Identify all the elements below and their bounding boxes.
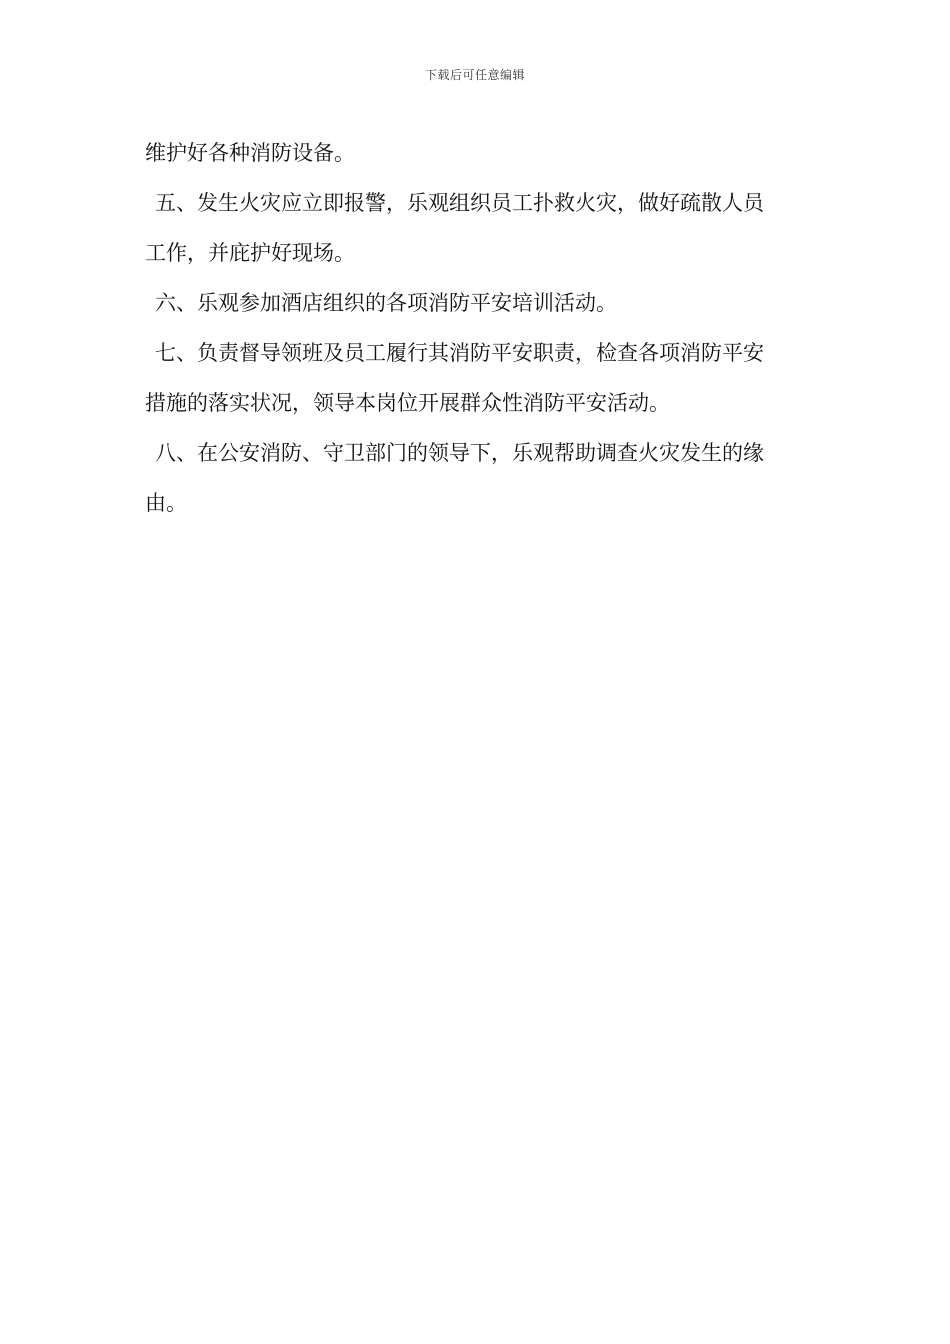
page-header: 下载后可任意编辑 <box>424 68 525 82</box>
paragraph-line: 八、在公安消防、守卫部门的领导下，乐观帮助调查火灾发生的缘 <box>155 441 764 465</box>
paragraph-line: 由。 <box>145 491 187 515</box>
document-body <box>145 128 810 528</box>
paragraph-line: 七、负责督导领班及员工履行其消防平安职责，检查各项消防平安 <box>155 341 764 365</box>
paragraph-line: 措施的落实状况，领导本岗位开展群众性消防平安活动。 <box>145 391 670 415</box>
paragraph-line: 六、乐观参加酒店组织的各项消防平安培训活动。 <box>155 291 617 315</box>
paragraph-line: 五、发生火灾应立即报警，乐观组织员工扑救火灾，做好疏散人员 <box>155 191 764 215</box>
paragraph-line: 工作，并庇护好现场。 <box>145 241 355 265</box>
paragraph-line: 维护好各种消防设备。 <box>145 141 355 165</box>
